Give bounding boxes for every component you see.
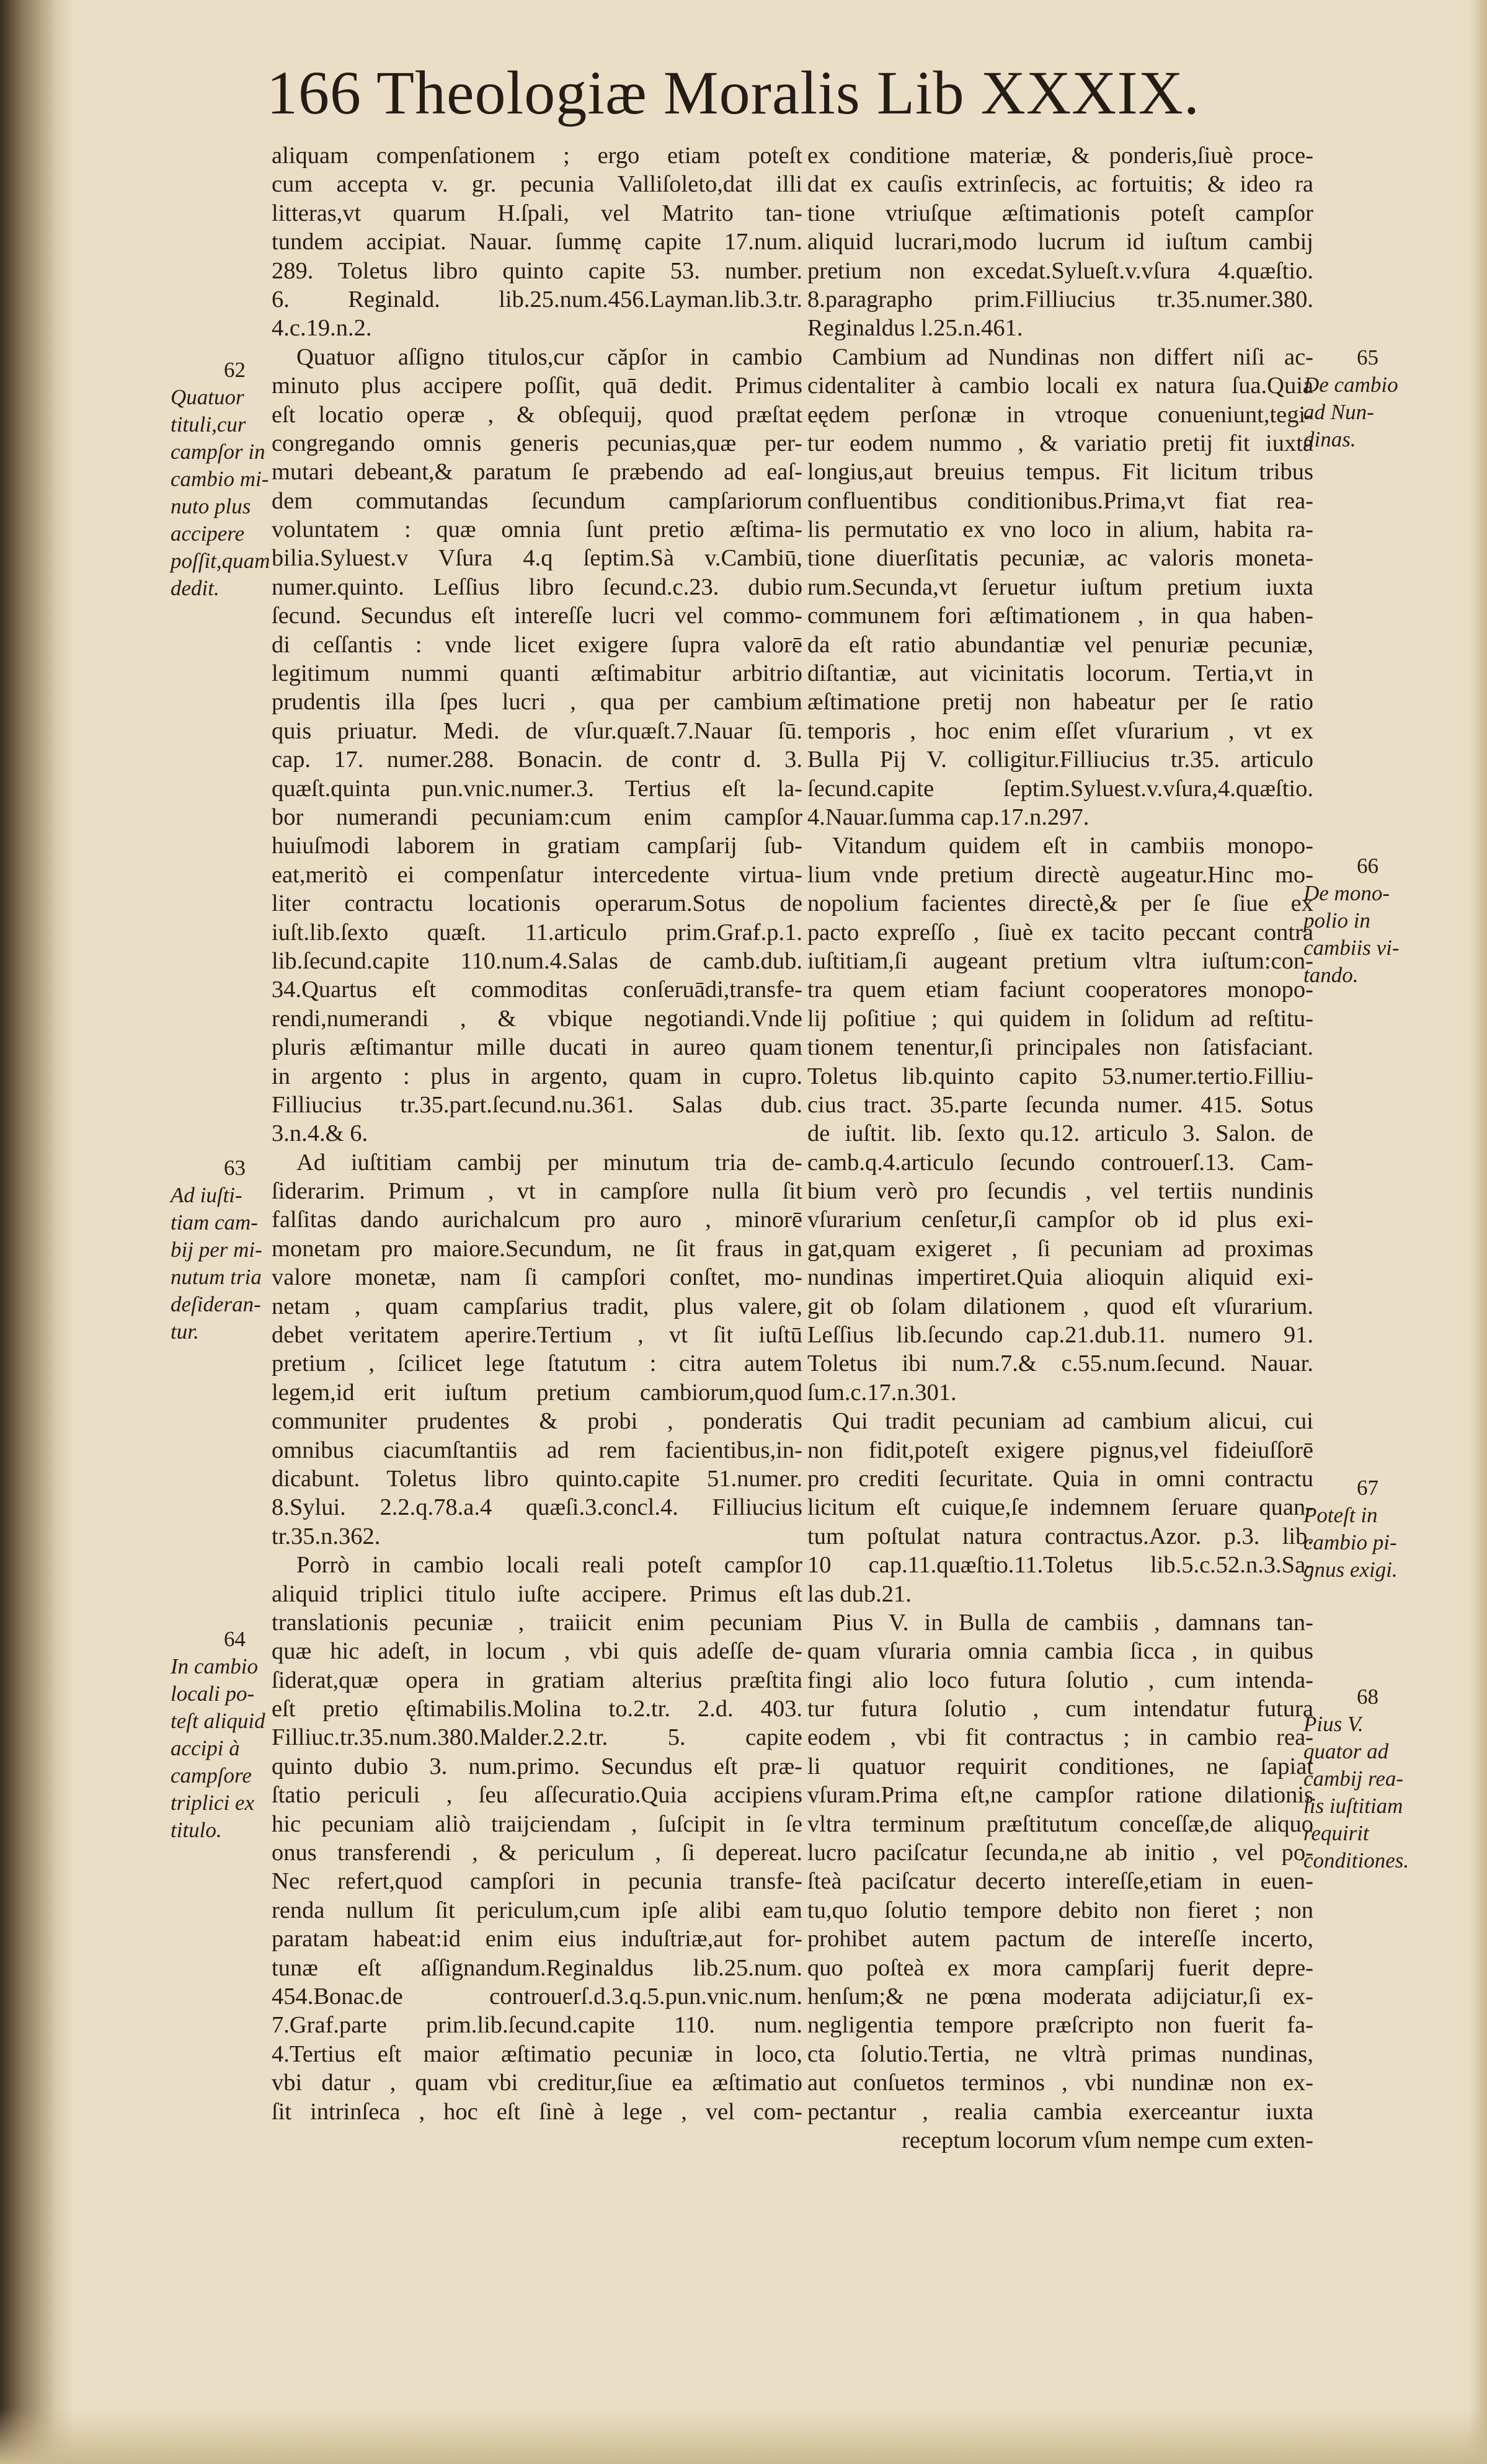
text-line: fingi alio loco futura ſolutio , cum intenda- — [807, 1667, 1313, 1693]
text-line: rendi,numerandi , & vbique negotiandi.Vnde — [272, 1005, 802, 1032]
text-line: quo poſteà ex mora campſarij fuerit depre- — [807, 1954, 1313, 1981]
text-line: quinto dubio 3. num.primo. Secundus eſt præ- — [272, 1753, 802, 1779]
text-column-left — [272, 141, 802, 2126]
text-line: iuſt.lib.ſexto quæſt. 11.articulo prim.Graf.p.1. — [272, 919, 802, 946]
text-line: gat,quam exigeret , ſi pecuniam ad proximas — [807, 1235, 1313, 1262]
text-line: 34.Quartus eſt commoditas conſeruādi,transfe- — [272, 977, 802, 1003]
text-line: debet veritatem aperire.Tertium , vt ſit iuſtū — [272, 1322, 802, 1349]
text-line: pectantur , realia cambia exerceantur iuxta — [807, 2098, 1313, 2125]
text-line: pluris æſtimantur mille ducati in aureo quam — [272, 1034, 802, 1061]
text-line: tundem accipiat. Nauar. ſummę capite 17.num. — [272, 229, 802, 255]
text-line: congregando omnis generis pecunias,quæ per- — [272, 430, 802, 456]
catchword: receptum locorum vſum nempe cum exten- — [902, 2127, 1313, 2153]
text-line: diſtantiæ, aut vicinitatis locorum. Tertia,vt in — [807, 660, 1313, 687]
text-line: Reginaldus l.25.n.461. — [807, 315, 1023, 342]
text-line: tr.35.n.362. — [272, 1523, 381, 1549]
text-line: cap. 17. numer.288. Bonacin. de contr d. 3. — [272, 747, 802, 773]
margin-note-line: dinas. — [1303, 427, 1356, 451]
margin-note-line: cambij rea- — [1303, 1766, 1404, 1791]
text-line: eędem perſonæ in vtroque conueniunt,tegi- — [807, 401, 1313, 428]
text-line: ſiderat,quæ opera in gratiam alterius præſtita — [272, 1667, 802, 1693]
text-line: cum accepta v. gr. pecunia Valliſoleto,dat illi — [272, 171, 802, 198]
text-line: litteras,vt quarum H.ſpali, vel Matrito tan- — [272, 200, 802, 226]
margin-note-65 — [1303, 344, 1483, 453]
text-line: Filliuc.tr.35.num.380.Malder.2.2.tr. 5. capite — [272, 1724, 802, 1751]
margin-note-line: tituli,cur — [171, 412, 246, 437]
margin-note-62 — [171, 357, 273, 602]
text-line: non fidit,poteſt exigere pignus,vel fideiuſſorē — [807, 1437, 1313, 1463]
margin-note-number: 68 — [1357, 1685, 1378, 1709]
paragraph-start: Pius V. in Bulla de cambiis , damnans tan- — [832, 1609, 1313, 1636]
margin-note-63 — [171, 1154, 273, 1345]
margin-note-line: In cambio — [171, 1654, 258, 1678]
text-line: Leſſius lib.ſecundo cap.21.dub.11. numero 91. — [807, 1322, 1313, 1349]
text-line: renda nullum ſit periculum,cum ipſe alibi eam — [272, 1897, 802, 1923]
text-line: longius,aut breuius tempus. Fit licitum tribus — [807, 459, 1313, 485]
text-line: hic pecuniam aliò traijciendam , ſuſcipit in ſe — [272, 1810, 802, 1837]
text-line: di ceſſantis : vnde licet exigere ſupra valorē — [272, 631, 802, 658]
text-line: Toletus ibi num.7.& c.55.num.ſecund. Nauar. — [807, 1350, 1313, 1377]
margin-note-line: Ad iuſti- — [171, 1183, 242, 1207]
margin-note-line: polio in — [1303, 908, 1370, 933]
text-line: prudentis illa ſpes lucri , qua per cambium — [272, 689, 802, 716]
text-column-right — [807, 141, 1313, 2155]
text-line: dicabunt. Toletus libro quinto.capite 51.numer. — [272, 1465, 802, 1492]
page-bottom-shade — [0, 2408, 1487, 2464]
text-line: 10 cap.11.quæſtio.11.Toletus lib.5.c.52.n.3.Sa- — [807, 1552, 1313, 1579]
margin-note-67 — [1303, 1474, 1483, 1584]
text-line: temporis , hoc enim eſſet vſurarium , vt ex — [807, 717, 1313, 744]
paragraph-start: Porrò in cambio locali reali poteſt campſor — [296, 1552, 802, 1579]
text-line: lucro paciſcatur ſecunda,ne ab initio , vel po- — [807, 1840, 1313, 1866]
text-line: netam , quam campſarius tradit, plus valere, — [272, 1293, 802, 1319]
text-line: mutari debeant,& paratum ſe præbendo ad eaſ- — [272, 459, 802, 485]
margin-note-line: tiam cam- — [171, 1210, 258, 1234]
margin-note-number: 67 — [1357, 1476, 1378, 1500]
text-line: nopolium facientes directè,& per ſe ſiue ex — [807, 890, 1313, 917]
text-line: onus transferendi , & periculum , ſi depereat. — [272, 1840, 802, 1866]
text-line: tu,quo ſolutio tempore debito non fieret ; non — [807, 1897, 1313, 1923]
margin-note-line: Quatuor — [171, 385, 244, 409]
margin-note-line: nuto plus — [171, 494, 251, 518]
text-line: cidentaliter à cambio locali ex natura ſua.Quia — [807, 373, 1313, 399]
margin-note-line: conditiones. — [1303, 1848, 1409, 1872]
margin-note-number: 65 — [1357, 345, 1378, 370]
margin-note-line: nutum tria — [171, 1265, 262, 1289]
margin-note-line: locali po- — [171, 1682, 255, 1706]
margin-note-line: tando. — [1303, 963, 1359, 987]
text-line: negligentia tempore præſcripto non fuerit fa- — [807, 2012, 1313, 2039]
text-line: in argento : plus in argento, quam in cupro. — [272, 1063, 802, 1089]
margin-note-line: requirit — [1303, 1821, 1369, 1845]
text-line: tra quem etiam faciunt cooperatores monopo- — [807, 977, 1313, 1003]
text-line: bilia.Syluest.v Vſura 4.q ſeptim.Sà v.Cambiū, — [272, 545, 802, 572]
text-line: ſtatio periculi , ſeu aſſecuratio.Quia accipiens — [272, 1782, 802, 1809]
text-line: quæſt.quinta pun.vnic.numer.3. Tertius eſt la- — [272, 775, 802, 802]
margin-note-line: triplici ex — [171, 1791, 255, 1815]
text-line: tione diuerſitatis pecuniæ, ac valoris moneta- — [807, 545, 1313, 572]
text-line: quis priuatur. Medi. de vſur.quæſt.7.Nauar ſū. — [272, 717, 802, 744]
text-line: git ob ſolam dilationem , quod eſt vſurarium. — [807, 1293, 1313, 1319]
text-line: eſt locatio operæ , & obſequij, quod præſtat — [272, 401, 802, 428]
text-line: ſiderarim. Primum , vt in campſore nulla ſit — [272, 1178, 802, 1205]
text-line: minuto plus accipere poſſit, quā dedit. Primus — [272, 373, 802, 399]
text-line: 4.c.19.n.2. — [272, 315, 372, 342]
margin-note-line: Pius V. — [1303, 1712, 1364, 1736]
text-line: legitimum nummi quanti æſtimabitur arbitrio — [272, 660, 802, 687]
margin-note-line: De mono- — [1303, 881, 1390, 905]
text-line: pacto expreſſo , ſiuè ex tacito peccant contra — [807, 919, 1313, 946]
text-line: liter contractu locationis operarum.Sotus de — [272, 890, 802, 917]
text-line: li quatuor requirit conditiones, ne ſapiat — [807, 1753, 1313, 1779]
text-line: 454.Bonac.de controuerſ.d.3.q.5.pun.vnic.num. — [272, 1983, 802, 2010]
text-line: eſt pretio ęſtimabilis.Molina to.2.tr. 2.d. 403. — [272, 1696, 802, 1722]
text-line: aut conſuetos terminos , vbi nundinæ non ex- — [807, 2070, 1313, 2096]
text-line: prohibet autem pactum de intereſſe incerto, — [807, 1926, 1313, 1952]
margin-note-line: gnus exigi. — [1303, 1558, 1398, 1582]
text-line: dat ex cauſis extrinſecis, ac fortuitis; & ideo ra — [807, 171, 1313, 198]
text-line: vltra terminum præſtitutum conceſſæ,de aliquo — [807, 1810, 1313, 1837]
margin-note-line: De cambio — [1303, 373, 1398, 397]
margin-note-line: poſſit,quam — [171, 549, 270, 573]
text-line: Nec refert,quod campſori in pecunia transfe- — [272, 1868, 802, 1895]
margin-note-line: bij per mi- — [171, 1238, 262, 1262]
running-title: Theologiæ Moralis Lib XXXIX. — [376, 58, 1200, 127]
text-line: licitum eſt cuique,ſe indemnem ſeruare quan- — [807, 1494, 1313, 1521]
text-line: 8.Sylui. 2.2.q.78.a.4 quæſi.3.concl.4. Filliucius — [272, 1494, 802, 1521]
text-line: æſtimatione pretij non habeatur per ſe ratio — [807, 689, 1313, 716]
text-line: aliquam compenſationem ; ergo etiam poteſt — [272, 143, 802, 169]
margin-note-line: accipi à — [171, 1736, 240, 1760]
margin-note-66 — [1303, 853, 1483, 989]
margin-note-64 — [171, 1626, 273, 1844]
text-line: ſteà paciſcatur decerto intereſſe,etiam in euen- — [807, 1868, 1313, 1895]
margin-note-line: cambiis vi- — [1303, 936, 1400, 960]
margin-note-line: cambio pi- — [1303, 1530, 1397, 1554]
text-line: cius tract. 35.parte ſecunda numer. 415. Sotus — [807, 1091, 1313, 1118]
paragraph-start: Cambium ad Nundinas non differt niſi ac- — [832, 343, 1313, 370]
text-line: lij poſitiue ; qui quidem in ſolidum ad reſtitu- — [807, 1005, 1313, 1032]
margin-note-line: quator ad — [1303, 1739, 1389, 1763]
text-line: 7.Graf.parte prim.lib.ſecund.capite 110. num. — [272, 2012, 802, 2039]
paragraph-start: Qui tradit pecuniam ad cambium alicui, cui — [832, 1408, 1313, 1435]
text-line: lib.ſecund.capite 110.num.4.Salas de camb.dub. — [272, 947, 802, 974]
text-line: 6. Reginald. lib.25.num.456.Layman.lib.3.tr. — [272, 286, 802, 312]
margin-note-line: campſore — [171, 1763, 252, 1788]
margin-note-number: 64 — [224, 1627, 246, 1651]
text-line: confluentibus conditionibus.Prima,vt fiat rea- — [807, 487, 1313, 514]
text-line: vſurarium cenſetur,ſi campſor ob id plus exi- — [807, 1207, 1313, 1233]
text-line: pretium non excedat.Sylueſt.v.vſura 4.quæſtio. — [807, 257, 1313, 284]
text-line: da eſt ratio abundantiæ vel penuriæ pecuniæ, — [807, 631, 1313, 658]
margin-note-line: ad Nun- — [1303, 400, 1374, 424]
page-number: 166 — [267, 58, 362, 127]
margin-note-line: campſor in — [171, 440, 265, 464]
text-line: communiter prudentes & probi , ponderatis — [272, 1408, 802, 1435]
text-line: henſum;& ne pœna moderata adijciatur,ſi ex- — [807, 1983, 1313, 2010]
text-line: eodem , vbi fit contractus ; in cambio rea- — [807, 1724, 1313, 1751]
text-line: tione vtriuſque æſtimationis poteſt campſor — [807, 200, 1313, 226]
margin-note-line: deſideran- — [171, 1292, 261, 1316]
binding-gutter-shadow — [0, 0, 74, 2464]
text-line: dem commutandas ſecundum campſariorum — [272, 487, 802, 514]
text-line: Toletus lib.quinto capito 53.numer.tertio.Filliu- — [807, 1063, 1313, 1089]
text-line: iuſtitiam,ſi augeant pretium vltra iuſtum:con- — [807, 947, 1313, 974]
text-line: de iuſtit. lib. ſexto qu.12. articulo 3. Salon. de — [807, 1120, 1313, 1147]
text-line: tur eodem nummo , & variatio pretij fit iuxta — [807, 430, 1313, 456]
text-line: Bulla Pij V. colligitur.Filliucius tr.35. articulo — [807, 747, 1313, 773]
text-line: quæ hic adeſt, in locum , vbi quis adeſſe de- — [272, 1638, 802, 1665]
running-header — [267, 59, 1259, 127]
text-line: tur futura ſolutio , cum intendatur futura — [807, 1696, 1313, 1722]
margin-note-line: lis iuſtitiam — [1303, 1794, 1403, 1818]
text-line: falſitas dando aurichalcum pro auro , minorē — [272, 1207, 802, 1233]
text-line: translationis pecuniæ , traiicit enim pecuniam — [272, 1609, 802, 1636]
text-line: ſecund. Secundus eſt intereſſe lucri vel commo- — [272, 603, 802, 629]
margin-note-number: 66 — [1357, 854, 1378, 878]
margin-note-line: teſt aliquid — [171, 1709, 265, 1733]
text-line: bium verò pro ſecundis , vel tertiis nundinis — [807, 1178, 1313, 1205]
paragraph-start: Ad iuſtitiam cambij per minutum tria de- — [296, 1149, 802, 1176]
text-line: Filliucius tr.35.part.ſecund.nu.361. Salas dub. — [272, 1091, 802, 1118]
text-line: lium vnde pretium directè augeatur.Hinc mo- — [807, 861, 1313, 888]
text-line: vſuram.Prima eſt,ne campſor ratione dilationis — [807, 1782, 1313, 1809]
text-line: rum.Secunda,vt ſeruetur iuſtum pretium iuxta — [807, 574, 1313, 600]
margin-note-line: dedit. — [171, 576, 220, 600]
text-line: monetam pro maiore.Secundum, ne ſit fraus in — [272, 1235, 802, 1262]
text-line: valore monetæ, nam ſi campſori conſtet, mo- — [272, 1264, 802, 1291]
text-line: aliquid lucrari,modo lucrum id iuſtum cambij — [807, 229, 1313, 255]
text-line: 8.paragrapho prim.Filliucius tr.35.numer.380. — [807, 286, 1313, 312]
margin-note-number: 63 — [224, 1156, 246, 1180]
text-line: eat,meritò ei compenſatur intercedente virtua- — [272, 861, 802, 888]
text-line: tum poſtulat natura contractus.Azor. p.3. lib. — [807, 1523, 1313, 1549]
text-line: tunæ eſt aſſignandum.Reginaldus lib.25.num. — [272, 1954, 802, 1981]
text-line: 289. Toletus libro quinto capite 53. number. — [272, 257, 802, 284]
margin-note-line: Poteſt in — [1303, 1503, 1378, 1527]
text-line: paratam habeat:id enim eius induſtriæ,aut for- — [272, 1926, 802, 1952]
margin-note-line: accipere — [171, 521, 245, 546]
text-line: 3.n.4.& 6. — [272, 1120, 368, 1147]
text-line: lis permutatio ex vno loco in alium, habita ra- — [807, 516, 1313, 543]
text-line: pretium , ſcilicet lege ſtatutum : citra autem — [272, 1350, 802, 1377]
text-line: 4.Nauar.ſumma cap.17.n.297. — [807, 804, 1090, 830]
text-line: ex conditione materiæ, & ponderis,ſiuè proce- — [807, 143, 1313, 169]
text-line: ſit intrinſeca , hoc eſt ſinè à lege , vel com- — [272, 2098, 802, 2125]
text-line: vbi datur , quam vbi creditur,ſiue ea æſtimatio — [272, 2070, 802, 2096]
paragraph-start: Quatuor aſſigno titulos,cur căpſor in cambio — [296, 343, 802, 370]
text-line: omnibus ciacumſtantiis ad rem facientibus,in- — [272, 1437, 802, 1463]
text-line: 4.Tertius eſt maior æſtimatio pecuniæ in loco, — [272, 2041, 802, 2067]
text-line: tionem tenentur,ſi principales non ſatisfaciant. — [807, 1034, 1313, 1061]
text-line: bor numerandi pecuniam:cum enim campſor — [272, 804, 802, 830]
text-line: ſum.c.17.n.301. — [807, 1379, 957, 1406]
text-line: numer.quinto. Leſſius libro ſecund.c.23. dubio — [272, 574, 802, 600]
text-line: communem fori æſtimationem , in qua haben- — [807, 603, 1313, 629]
text-line: quam vſuraria omnia cambia ſicca , in quibus — [807, 1638, 1313, 1665]
text-line: pro crediti ſecuritate. Quia in omni contractu — [807, 1465, 1313, 1492]
text-line: cta ſolutio.Tertia, ne vltrà primas nundinas, — [807, 2041, 1313, 2067]
margin-note-line: titulo. — [171, 1818, 222, 1842]
text-line: camb.q.4.articulo ſecundo controuerſ.13. Cam- — [807, 1149, 1313, 1176]
text-line: voluntatem : quæ omnia ſunt pretio æſtima- — [272, 516, 802, 543]
text-line: aliquid triplici titulo iuſte accipere. Primus eſt — [272, 1580, 802, 1607]
text-line: las dub.21. — [807, 1580, 912, 1607]
margin-note-68 — [1303, 1683, 1483, 1874]
margin-note-number: 62 — [224, 358, 246, 382]
margin-note-line: cambio mi- — [171, 467, 269, 491]
text-line: legem,id erit iuſtum pretium cambiorum,quod — [272, 1379, 802, 1406]
text-line: nundinas impertiret.Quia alioquin aliquid exi- — [807, 1264, 1313, 1291]
text-line: huiuſmodi laborem in gratiam campſarij ſub- — [272, 833, 802, 859]
paragraph-start: Vitandum quidem eſt in cambiis monopo- — [832, 833, 1313, 859]
text-line: ſecund.capite ſeptim.Syluest.v.vſura,4.quæſtio. — [807, 775, 1313, 802]
margin-note-line: tur. — [171, 1319, 199, 1344]
